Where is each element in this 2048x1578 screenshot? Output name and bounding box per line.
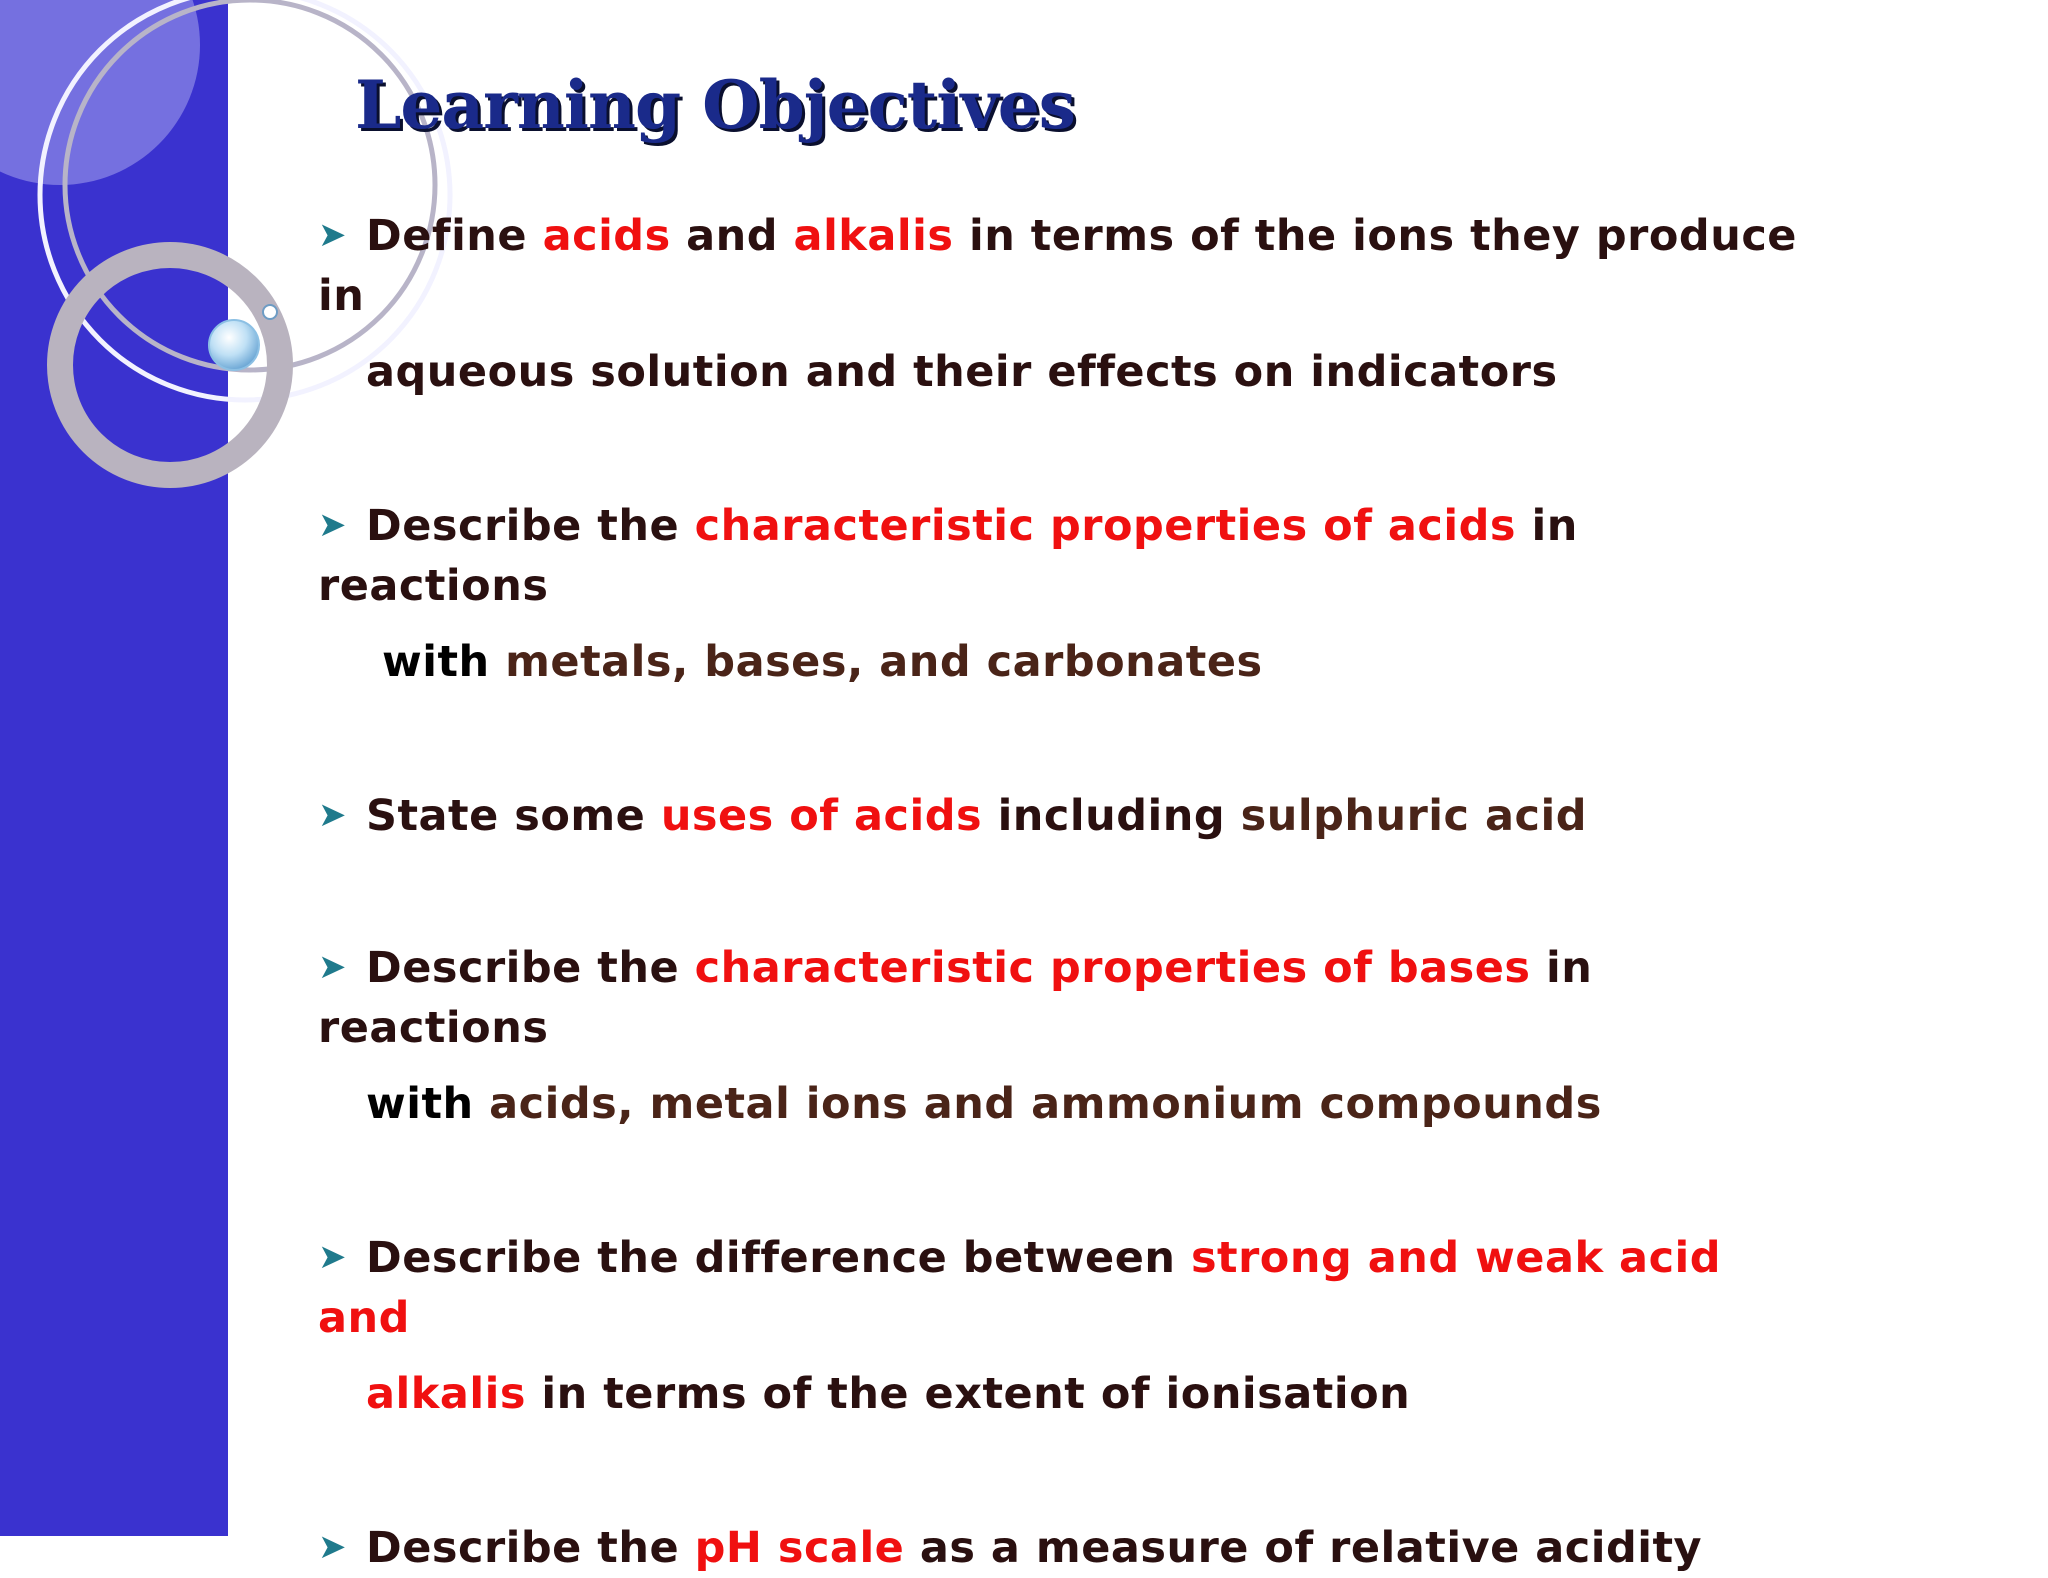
- arrow-bullet-icon: ➤: [318, 1527, 347, 1567]
- bubble-large: [209, 320, 259, 370]
- objective-text: State some: [366, 791, 661, 841]
- objective-highlight: strong and weak acid: [1190, 1233, 1722, 1283]
- objective-text: and: [670, 211, 794, 261]
- objective-text: acids, metal ions and ammonium compounds: [473, 1079, 1602, 1129]
- objective-text: in: [1516, 501, 1578, 551]
- objective-text: Define: [366, 211, 543, 261]
- arrow-bullet-icon: ➤: [318, 947, 347, 987]
- objective-text: Describe the: [366, 501, 695, 551]
- objective-item: [318, 205, 1998, 402]
- objective-text: Describe the difference between: [366, 1233, 1191, 1283]
- objective-text: in terms of the extent of ionisation: [525, 1369, 1411, 1419]
- objective-item: [318, 1517, 1998, 1578]
- objective-text: with: [366, 1079, 474, 1129]
- arrow-bullet-icon: ➤: [318, 795, 347, 835]
- arrow-bullet-icon: ➤: [318, 215, 347, 255]
- objective-item: [318, 785, 1998, 846]
- objective-highlight: and: [318, 1293, 410, 1343]
- objective-item: [318, 1227, 1998, 1424]
- objective-text: Describe the: [366, 943, 695, 993]
- objective-highlight: pH scale: [694, 1523, 905, 1573]
- objective-text: in: [1530, 943, 1593, 993]
- objective-highlight: acids: [542, 211, 671, 261]
- objective-item: [318, 937, 1998, 1134]
- arrow-bullet-icon: ➤: [318, 1237, 347, 1277]
- objective-text: reactions: [318, 561, 549, 611]
- objective-text: reactions: [318, 1003, 549, 1053]
- objective-text: Describe the: [366, 1523, 695, 1573]
- objective-text: metals, bases, and carbonates: [489, 637, 1263, 687]
- objective-text: aqueous solution and their effects on indicators: [366, 347, 1558, 397]
- bubble-small: [263, 305, 277, 319]
- objective-item: [318, 495, 1998, 692]
- arrow-bullet-icon: ➤: [318, 505, 347, 545]
- objective-text: sulphuric acid: [1225, 791, 1588, 841]
- objective-text: including: [982, 791, 1226, 841]
- objective-text: as a measure of relative acidity: [904, 1523, 1703, 1573]
- objective-text: in: [318, 271, 365, 321]
- objective-highlight: characteristic properties of bases: [694, 943, 1531, 993]
- objective-text: in terms of the ions they produce: [953, 211, 1797, 261]
- objective-text: with: [382, 637, 490, 687]
- objective-highlight: alkalis: [366, 1369, 526, 1419]
- slide-title: Learning Objectives: [355, 66, 1075, 144]
- objective-highlight: uses of acids: [660, 791, 983, 841]
- decorative-circles: [0, 0, 300, 520]
- deco-disc: [0, 0, 200, 185]
- objective-highlight: alkalis: [793, 211, 954, 261]
- objective-highlight: characteristic properties of acids: [694, 501, 1516, 551]
